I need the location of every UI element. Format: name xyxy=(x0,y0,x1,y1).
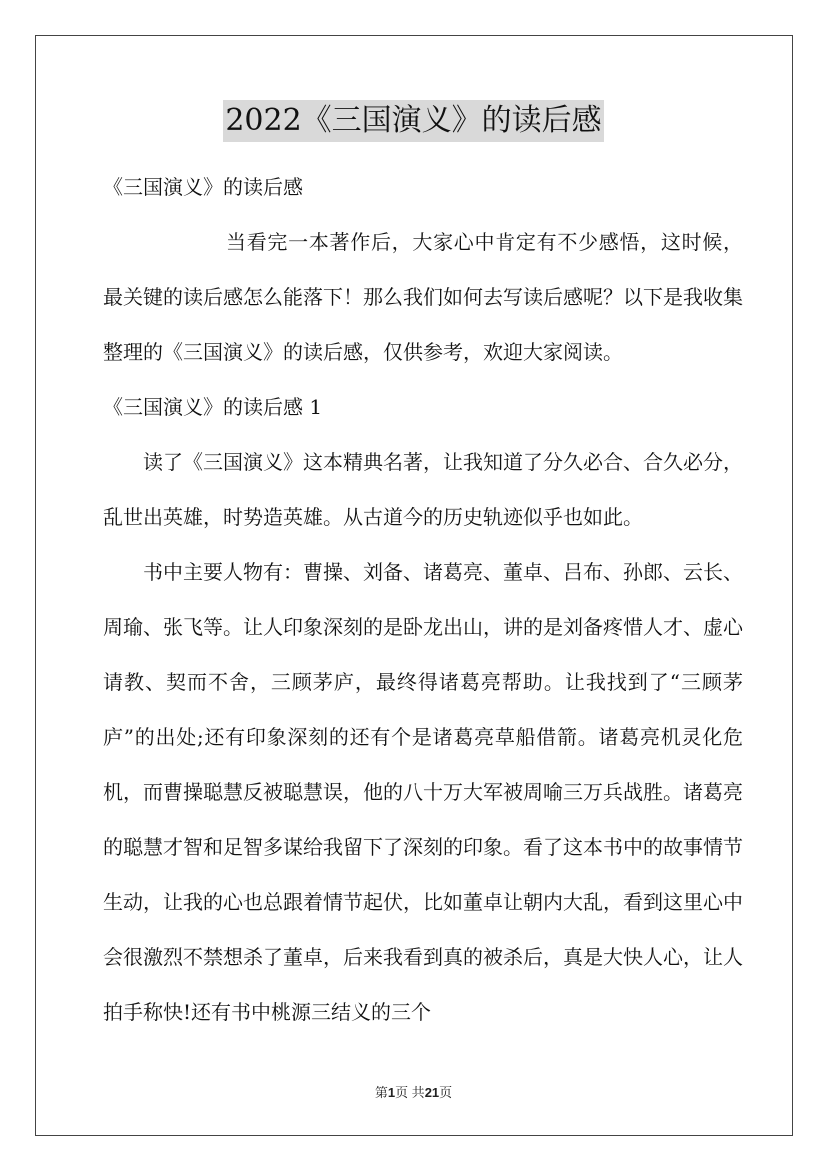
section-heading-1: 《三国演义》的读后感 1 xyxy=(103,395,323,419)
footer-total-pages: 21 xyxy=(424,1085,440,1100)
footer-page-number: 1 xyxy=(387,1085,396,1100)
section-heading: 《三国演义》的读后感 xyxy=(103,175,303,199)
body-paragraph-1: 读了《三国演义》这本精典名著，让我知道了分久必合、合久必分，乱世出英雄，时势造英雄。从古道今的历史轨迹似乎也如此。 xyxy=(103,450,743,529)
page-footer xyxy=(0,1082,827,1101)
intro-paragraph: 当看完一本著作后，大家心中肯定有不少感悟，这时候，最关键的读后感怎么能落下！那么我们如何去写读后感呢？以下是我收集整理的《三国演义》的读后感，仅供参考，欢迎大家阅读。 xyxy=(103,230,743,364)
footer-page-suffix: 页 xyxy=(439,1085,453,1100)
title-container xyxy=(0,100,827,142)
body-paragraph-2: 书中主要人物有：曹操、刘备、诸葛亮、董卓、吕布、孙郎、云长、周瑜、张飞等。让人印象深刻的是卧龙出山，讲的是刘备疼惜人才、虚心请教、契而不舍，三顾茅庐，最终得诸葛亮帮助。让我找到了“三顾茅庐”的出处;还有印象深刻的还有个是诸葛亮草船借箭。诸葛亮机灵化危机，而曹操聪慧反被聪慧误，他的八十万大军被周喻三万兵战胜。诸葛亮的聪慧才智和足智多谋给我留下了深刻的印象。看了这本书中的故事情节生动，让我的心也总跟着情节起伏，比如董卓让朝内大乱，看到这里心中会很激烈不禁想杀了董卓，后来我看到真的被杀后，真是大快人心，让人拍手称快!还有书中桃源三结义的三个 xyxy=(103,560,743,1024)
footer-page-mid: 页 共 xyxy=(395,1085,425,1100)
footer-page-prefix: 第 xyxy=(374,1085,388,1100)
document-body xyxy=(103,160,743,1040)
document-title: 2022《三国演义》的读后感 xyxy=(223,100,603,142)
